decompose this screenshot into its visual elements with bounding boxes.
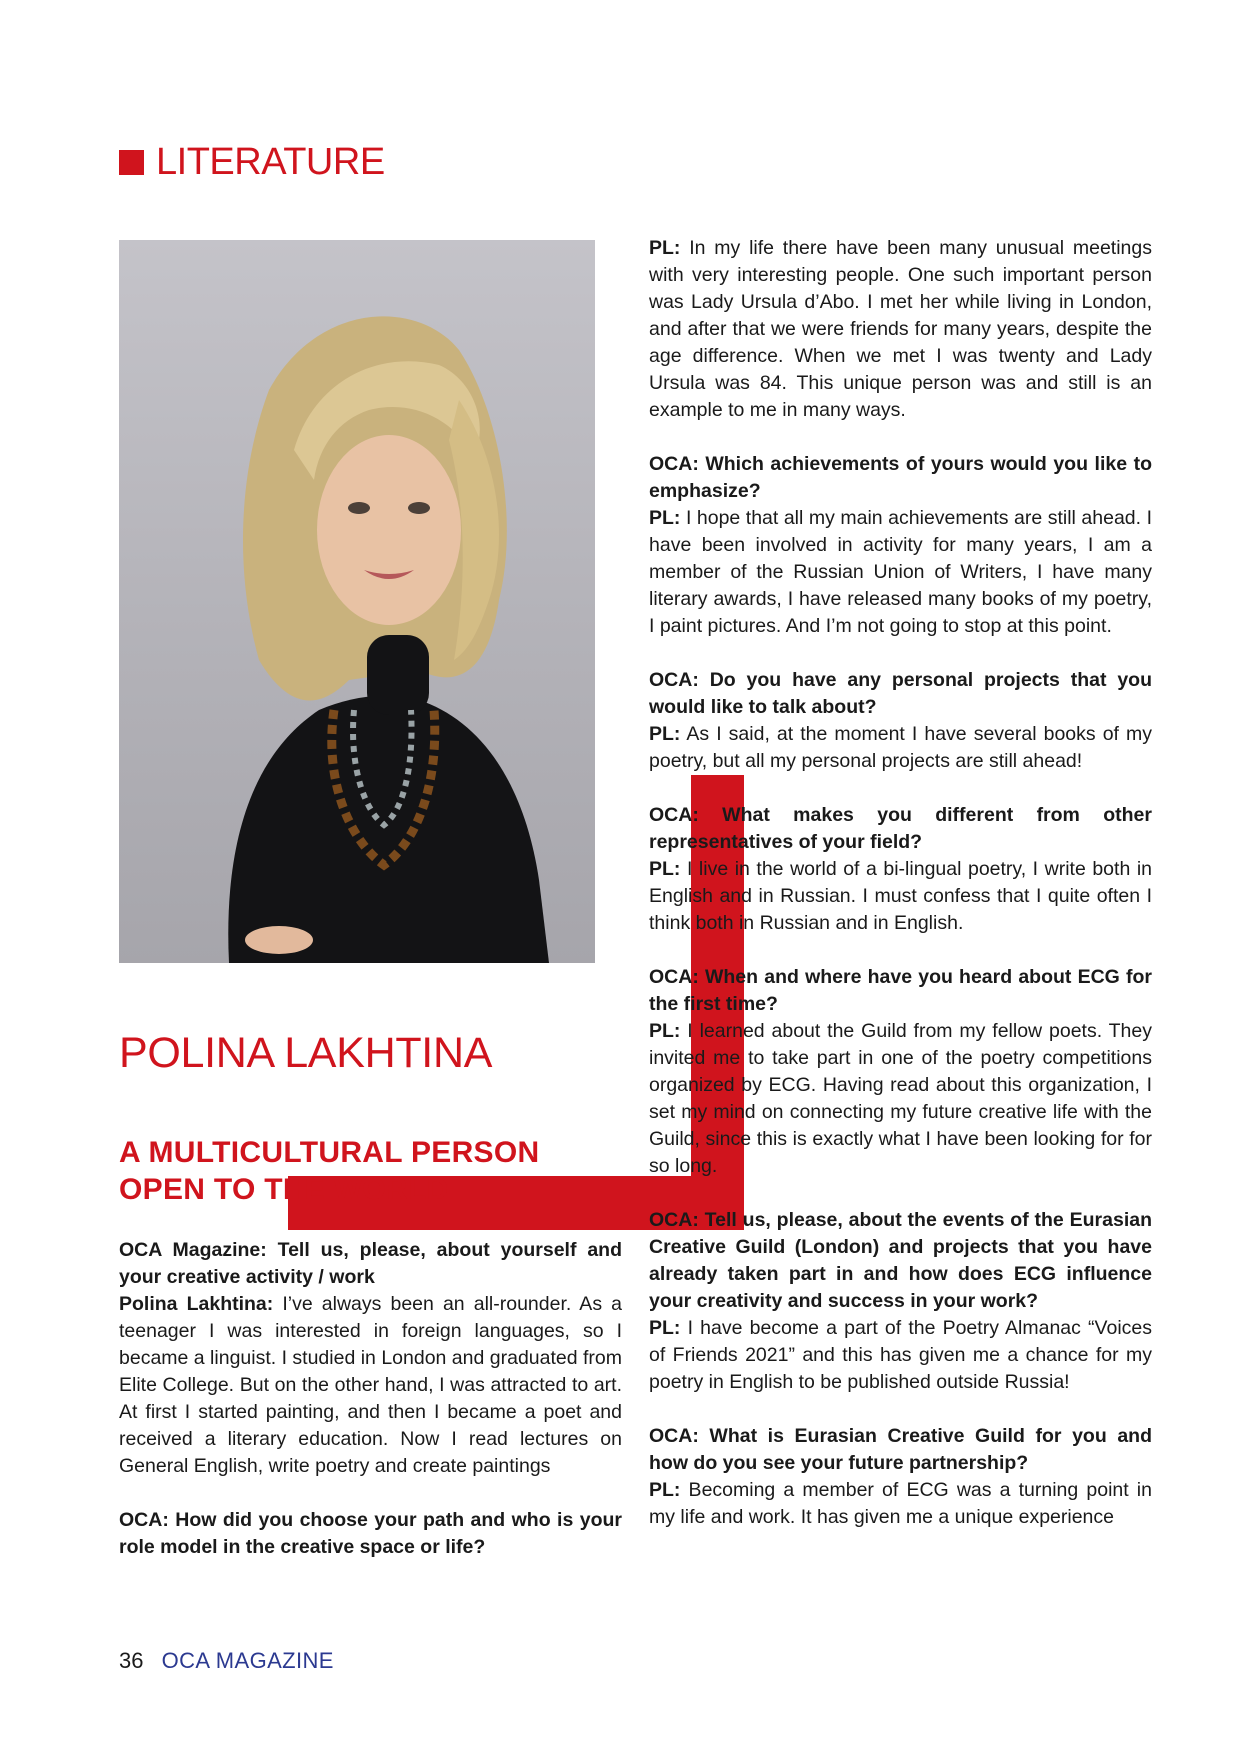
question-5: OCA: What makes you different from other representatives of your field? <box>649 804 1152 853</box>
question-4: OCA: Do you have any personal projects that you would like to talk about? <box>649 669 1152 718</box>
answer-4-text: As I said, at the moment I have several books of my poetry, but all my personal projects are still ahead! <box>649 723 1152 772</box>
person-name: POLINA LAKHTINA <box>119 1029 493 1077</box>
magazine-name: OCA MAGAZINE <box>161 1648 334 1673</box>
portrait-photo <box>119 240 595 963</box>
question-3: OCA: Which achievements of yours would you like to emphasize? <box>649 453 1152 502</box>
answer-5-speaker: PL: <box>649 858 681 880</box>
answer-5 <box>649 856 1152 937</box>
page-footer <box>119 1648 334 1674</box>
answer-6 <box>649 1018 1152 1180</box>
question-7: OCA: Tell us, please, about the events of the Eurasian Creative Guild (London) and projects that you have already taken part in and how does ECG influence your creativity and success in your work? <box>649 1209 1152 1312</box>
answer-4-speaker: PL: <box>649 723 681 745</box>
answer-5-text: I live in the world of a bi-lingual poetry, I write both in English and in Russian. I must confess that I quite often I think both in Russian and in English. <box>649 858 1152 934</box>
answer-3-speaker: PL: <box>649 507 681 529</box>
page-number: 36 <box>119 1648 144 1673</box>
subtitle-line-1: A MULTICULTURAL PERSON <box>119 1136 540 1169</box>
answer-3 <box>649 505 1152 640</box>
answer-2-text: In my life there have been many unusual meetings with very interesting people. One such important person was Lady Ursula d’Abo. I met her while living in London, and after that we were friends for many years, despite the age difference. When we met I was twenty and Lady Ursula was 84. This unique person was and still is an example to me in many ways. <box>649 237 1152 421</box>
answer-1-text: I’ve always been an all-rounder. As a teenager I was interested in foreign languages, so I became a linguist. I studied in London and graduated from Elite College. But on the other hand, I was attracted to art. At first I started painting, and then I became a poet and received a literary education. Now I read lectures on General English, write poetry and create paintings <box>119 1293 623 1477</box>
interview-column-right <box>649 235 1152 1531</box>
answer-1 <box>119 1291 622 1480</box>
question-2: OCA: How did you choose your path and who is your role model in the creative space or life? <box>119 1509 622 1558</box>
article-subtitle <box>119 1134 624 1208</box>
answer-2 <box>649 235 1152 424</box>
answer-7-speaker: PL: <box>649 1317 681 1339</box>
answer-8-speaker: PL: <box>649 1479 681 1501</box>
answer-1-speaker: Polina Lakhtina: <box>119 1293 274 1315</box>
answer-4 <box>649 721 1152 775</box>
answer-2-speaker: PL: <box>649 237 681 259</box>
question-6: OCA: When and where have you heard about ECG for the first time? <box>649 966 1152 1015</box>
interview-column-left <box>119 1237 622 1561</box>
question-8: OCA: What is Eurasian Creative Guild for you and how do you see your future partnership? <box>649 1425 1152 1474</box>
answer-7 <box>649 1315 1152 1396</box>
answer-3-text: I hope that all my main achievements are still ahead. I have been involved in activity for many years, I am a member of the Russian Union of Writers, I have many literary awards, I have released many books of my poetry, I paint pictures. And I’m not going to stop at this point. <box>649 507 1152 637</box>
section-marker-square <box>119 150 144 175</box>
answer-8-text: Becoming a member of ECG was a turning point in my life and work. It has given me a unique experience <box>649 1479 1152 1528</box>
answer-8 <box>649 1477 1152 1531</box>
subtitle-line-2: OPEN TO THE WORLD <box>119 1173 449 1206</box>
photo-frame <box>119 240 624 990</box>
answer-6-speaker: PL: <box>649 1020 681 1042</box>
answer-7-text: I have become a part of the Poetry Almanac “Voices of Friends 2021” and this has given me a chance for my poetry in English to be published outside Russia! <box>649 1317 1152 1393</box>
section-header <box>119 140 385 184</box>
question-1: OCA Magazine: Tell us, please, about yourself and your creative activity / work <box>119 1239 622 1288</box>
portrait-illustration <box>119 240 595 963</box>
answer-6-text: I learned about the Guild from my fellow poets. They invited me to take part in one of the poetry competitions organized by ECG. Having read about this organization, I set my mind on connecting my future creative life with the Guild, since this is exactly what I have been looking for for so long. <box>649 1020 1152 1177</box>
section-label: LITERATURE <box>156 141 385 183</box>
